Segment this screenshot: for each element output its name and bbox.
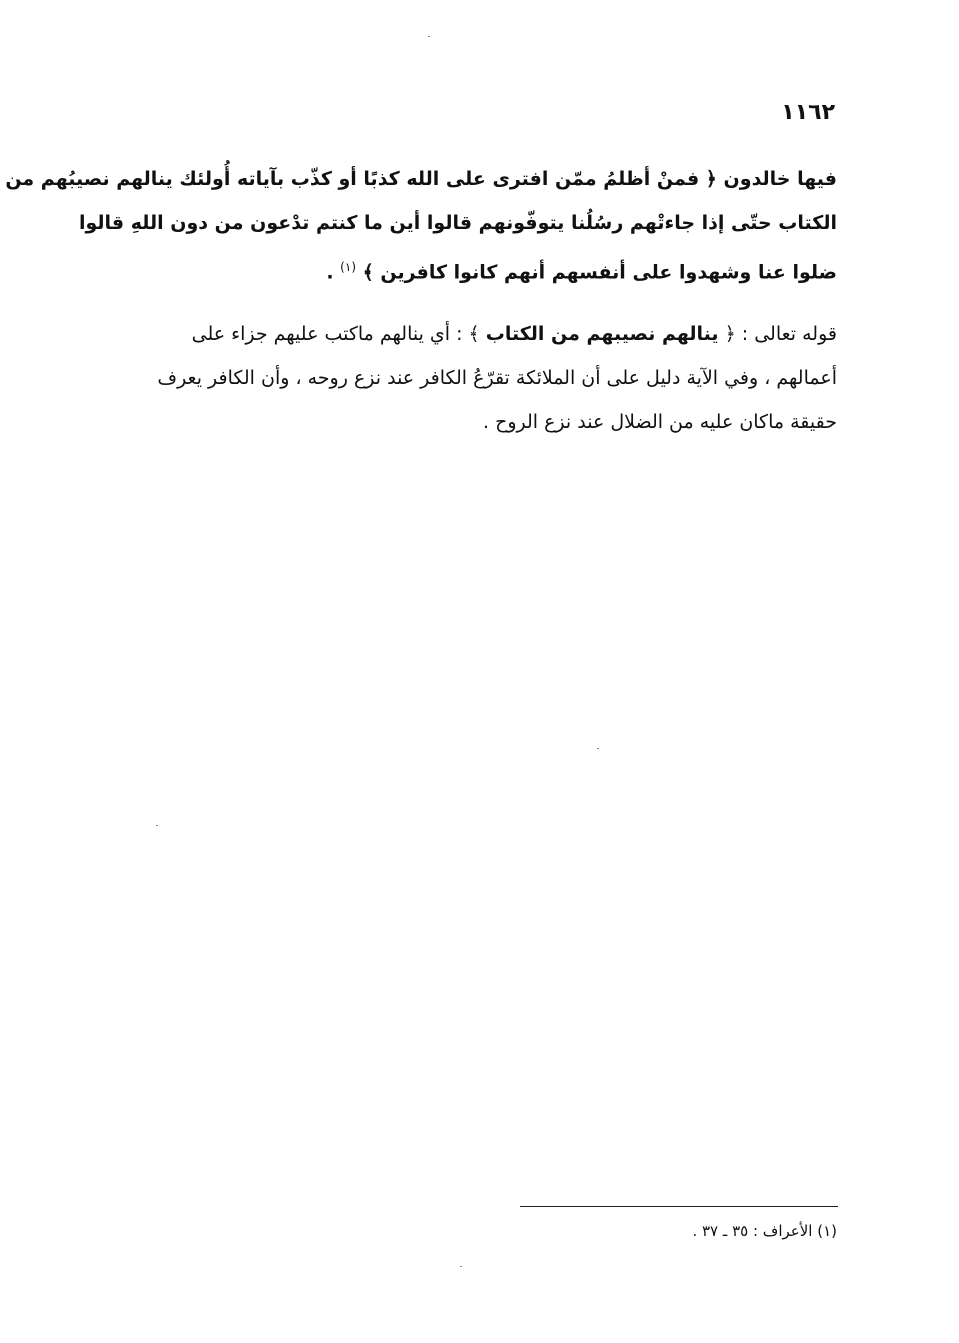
scan-speck (428, 36, 430, 37)
tafsir-line-3: حقيقة ماكان عليه من الضلال عند نزع الروح . (482, 411, 837, 433)
footnote-separator (520, 1206, 838, 1207)
tafsir-line-2: أعمالهم ، وفي الآية دليل على أن الملائكة تقرّعُ الكافر عند نزع روحه ، وأن الكافر يعرف (157, 367, 837, 389)
tafsir-explanation-start: ﴾ : أي ينالهم ماكتب عليهم جزاء على (191, 323, 480, 345)
footnote-reference: (١) (340, 260, 356, 274)
page-number: ١١٦٢ (781, 100, 835, 125)
scan-speck (156, 825, 158, 826)
tafsir-intro: قوله تعالى : ﴿ (724, 323, 837, 345)
quran-line-1: فيها خالدون ﴿ فمنْ أظلمُ ممّن افترى على الله كذبًا أو كذّب بآياته أُولئك ينالهم نصيبُهم من (5, 168, 837, 190)
quran-line-3 (121, 245, 837, 294)
tafsir-line-1 (121, 312, 837, 356)
tafsir-quoted-verse: ينالهم نصيبهم من الكتاب (485, 323, 719, 345)
scan-speck (460, 1266, 462, 1267)
footnote: (١) الأعراف : ٣٥ ـ ٣٧ . (692, 1222, 837, 1240)
tafsir-paragraph (121, 312, 837, 444)
quran-verse-block (5, 157, 837, 294)
verse-end-mark: . (326, 261, 334, 284)
quran-line-2: الكتاب حتّى إذا جاءتْهم رسُلُنا يتوفّونهم قالوا أين ما كنتم تدْعون من دون اللهِ قالوا (78, 212, 837, 234)
quran-line-3-text: ضلوا عنا وشهدوا على أنفسهم أنهم كانوا كافرين ﴾ (362, 261, 837, 284)
scan-speck (597, 748, 599, 749)
